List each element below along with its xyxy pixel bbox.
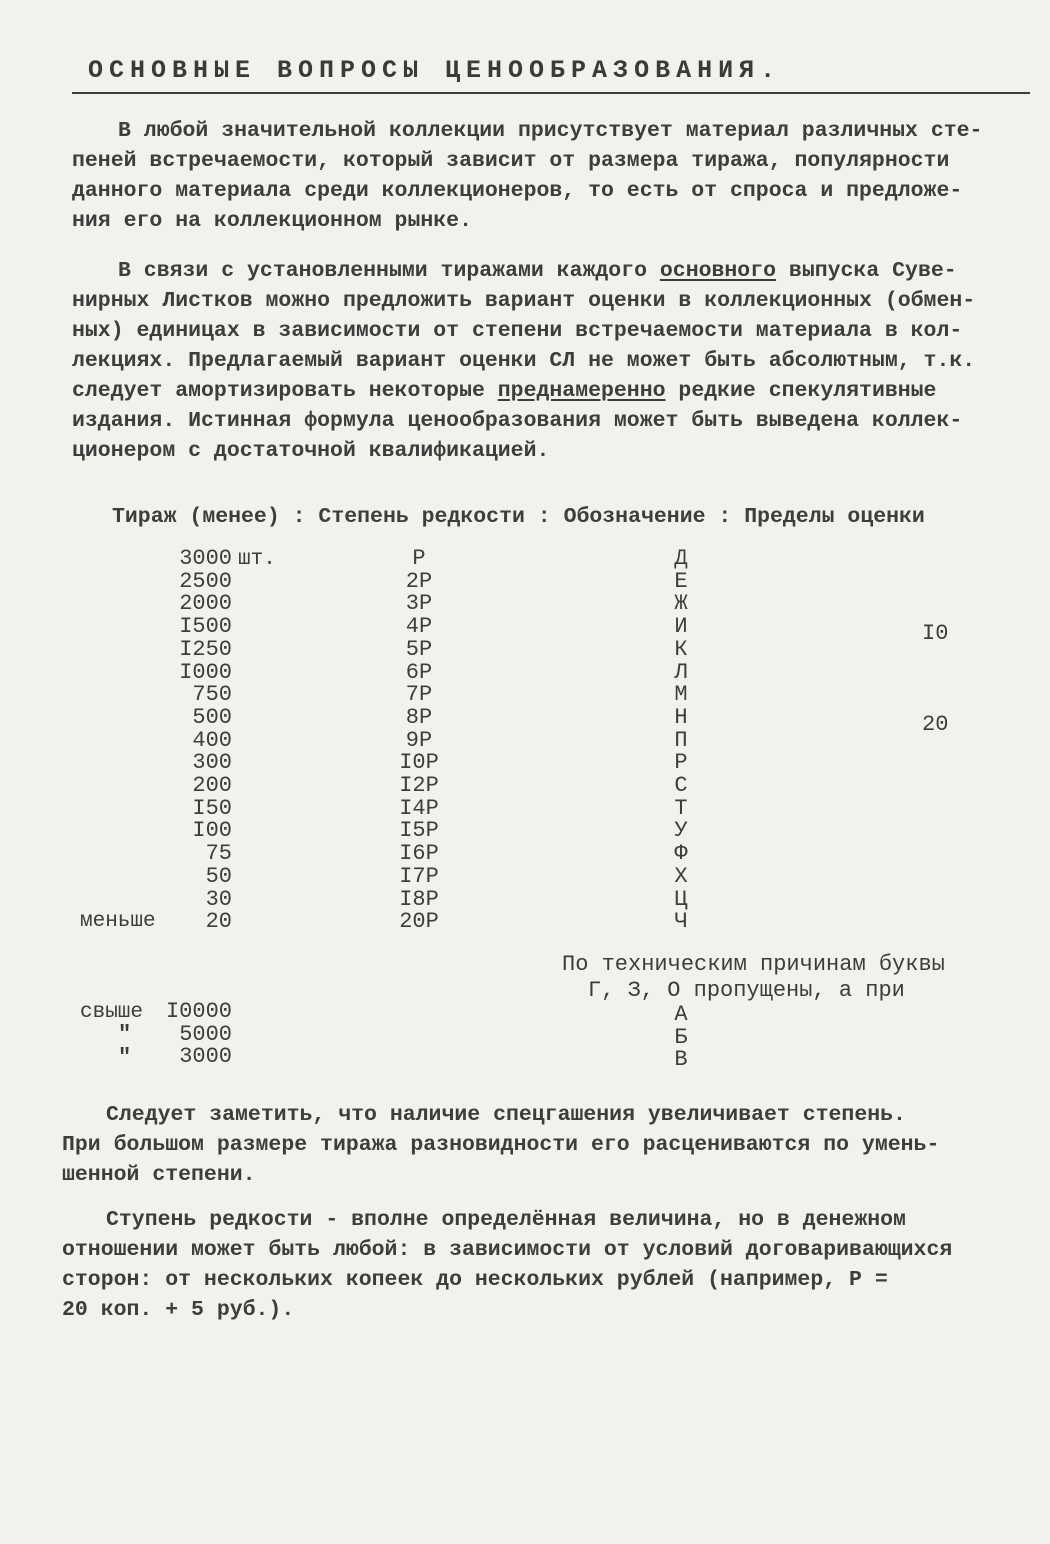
- degree-value: Р: [412, 546, 426, 571]
- text-line: Следует заметить, что наличие спецгашения увеличивает степень.: [106, 1103, 906, 1127]
- degree-value: 4Р: [405, 614, 433, 640]
- symbol-value: К: [674, 636, 688, 662]
- text-line: При большом размере тиража разновидности его расцениваются по умень-: [62, 1133, 940, 1157]
- text-line: отношении может быть любой: в зависимости от условий договаривающихся: [62, 1238, 953, 1262]
- symbol-value: М: [674, 682, 688, 708]
- text-line: издания. Истинная формула ценообразования может быть выведена коллек-: [72, 409, 963, 433]
- text-line: [72, 376, 1042, 406]
- text-line: Г, З, О пропущены, а при: [588, 978, 905, 1003]
- text-line: ционером с достаточной квалификацией.: [72, 439, 550, 463]
- text-line: данного материала среди коллекционеров, то есть от спроса и предложе-: [72, 179, 963, 203]
- over-symbol-value: А: [674, 1002, 688, 1027]
- symbol-value: П: [674, 727, 688, 753]
- degree-value: 3Р: [405, 591, 433, 617]
- estimate-value: 20: [922, 712, 949, 737]
- degree-value: 9Р: [405, 727, 433, 753]
- symbol-column: [666, 548, 696, 934]
- underlined-word: преднамеренно: [497, 379, 666, 403]
- degree-value: I4Р: [399, 795, 439, 821]
- tirage-value: I50: [192, 795, 232, 821]
- over-symbol-value: В: [674, 1047, 688, 1073]
- table-header: Тираж (менее) : Степень редкости : Обозначение : Пределы оценки: [112, 505, 925, 529]
- over-label: свыше: [80, 1001, 144, 1024]
- text-line: В любой значительной коллекции присутствует материал различных сте-: [118, 119, 983, 143]
- degree-value: 20Р: [399, 909, 439, 935]
- text-line: 20 коп. + 5 руб.).: [62, 1298, 295, 1322]
- tirage-value: 300: [192, 750, 232, 776]
- tirage-value: I00: [192, 818, 232, 844]
- degree-value: I0Р: [399, 750, 439, 776]
- degree-value: I5Р: [399, 818, 439, 844]
- text-line: По техническим причинам буквы: [562, 952, 945, 977]
- ditto-mark: ": [118, 1045, 132, 1070]
- symbol-value: И: [674, 614, 688, 640]
- symbol-value: Е: [674, 568, 688, 594]
- degree-value: 5Р: [405, 636, 433, 662]
- technical-note: [562, 952, 945, 1004]
- tirage-value: 200: [192, 773, 232, 799]
- ditto-mark: ": [118, 1022, 132, 1047]
- text-line: ных) единицах в зависимости от степени встречаемости материала в кол-: [72, 319, 963, 343]
- symbol-value: Ч: [674, 909, 688, 935]
- unit-label: шт.: [238, 548, 276, 571]
- text-line: Ступень редкости - вполне определённая величина, но в денежном: [106, 1208, 906, 1232]
- symbol-value: Т: [674, 795, 688, 821]
- text-segment: В связи с установленными тиражами каждого: [118, 259, 660, 283]
- text-line: сторон: от нескольких копеек до нескольких рублей (например, Р =: [62, 1268, 888, 1292]
- text-segment: редкие спекулятивные: [665, 379, 937, 403]
- degree-value: I6Р: [399, 841, 439, 867]
- symbol-value: С: [674, 773, 688, 799]
- tirage-value: 3000: [179, 546, 232, 571]
- degree-value: 7Р: [405, 682, 433, 708]
- tirage-value: 750: [192, 682, 232, 708]
- symbol-value: Ф: [674, 841, 688, 867]
- tirage-value: 2000: [179, 591, 232, 617]
- text-segment: выпуска Суве-: [776, 259, 957, 283]
- text-line: шенной степени.: [62, 1163, 256, 1187]
- degree-value: I7Р: [399, 863, 439, 889]
- tirage-column: [160, 548, 232, 934]
- over-tirage-value: 5000: [179, 1021, 232, 1047]
- tirage-value: I250: [179, 636, 232, 662]
- text-line: ния его на коллекционном рынке.: [72, 209, 472, 233]
- symbol-value: Х: [674, 863, 688, 889]
- symbol-value: Н: [674, 704, 688, 730]
- tirage-value: 75: [205, 841, 232, 867]
- estimate-value: I0: [922, 621, 949, 646]
- text-segment: следует амортизировать некоторые: [72, 379, 498, 403]
- text-line: нирных Листков можно предложить вариант оценки в коллекционных (обмен-: [72, 289, 976, 313]
- title-underline: [72, 92, 1030, 94]
- document-title: ОСНОВНЫЕ ВОПРОСЫ ЦЕНООБРАЗОВАНИЯ.: [88, 56, 782, 85]
- less-label: меньше: [80, 910, 156, 933]
- over-tirage-column: [160, 1001, 232, 1069]
- text-line: пеней встречаемости, который зависит от размера тиража, популярности: [72, 149, 950, 173]
- paragraph-intro: [72, 116, 1042, 236]
- over-symbol-column: [666, 1004, 696, 1072]
- paragraph-pricing-variant: [72, 256, 1042, 466]
- symbol-value: Л: [674, 659, 688, 685]
- over-tirage-value: 3000: [179, 1044, 232, 1070]
- tirage-value: 500: [192, 704, 232, 730]
- symbol-value: Ж: [674, 591, 688, 617]
- symbol-value: Д: [674, 546, 688, 571]
- degree-value: I2Р: [399, 773, 439, 799]
- text-line: [72, 256, 1042, 286]
- symbol-value: У: [674, 818, 688, 844]
- paragraph-rarity-step: [62, 1205, 1042, 1325]
- tirage-value: 50: [205, 863, 232, 889]
- tirage-value: 2500: [179, 568, 232, 594]
- over-symbol-value: Б: [674, 1024, 688, 1050]
- degree-value: 8Р: [405, 704, 433, 730]
- degree-value: 6Р: [405, 659, 433, 685]
- over-tirage-value: I0000: [165, 999, 232, 1024]
- degree-value: 2Р: [405, 568, 433, 594]
- text-line: лекциях. Предлагаемый вариант оценки СЛ не может быть абсолютным, т.к.: [72, 349, 976, 373]
- degree-value: I8Р: [399, 886, 439, 912]
- tirage-value: I000: [179, 659, 232, 685]
- symbol-value: Ц: [674, 886, 688, 912]
- symbol-value: Р: [674, 750, 688, 776]
- tirage-value: I500: [179, 614, 232, 640]
- tirage-value: 20: [205, 909, 232, 935]
- paragraph-special-cancel: [62, 1100, 1042, 1190]
- degree-column: [398, 548, 440, 934]
- tirage-value: 30: [205, 886, 232, 912]
- tirage-value: 400: [192, 727, 232, 753]
- underlined-word: основного: [659, 259, 777, 283]
